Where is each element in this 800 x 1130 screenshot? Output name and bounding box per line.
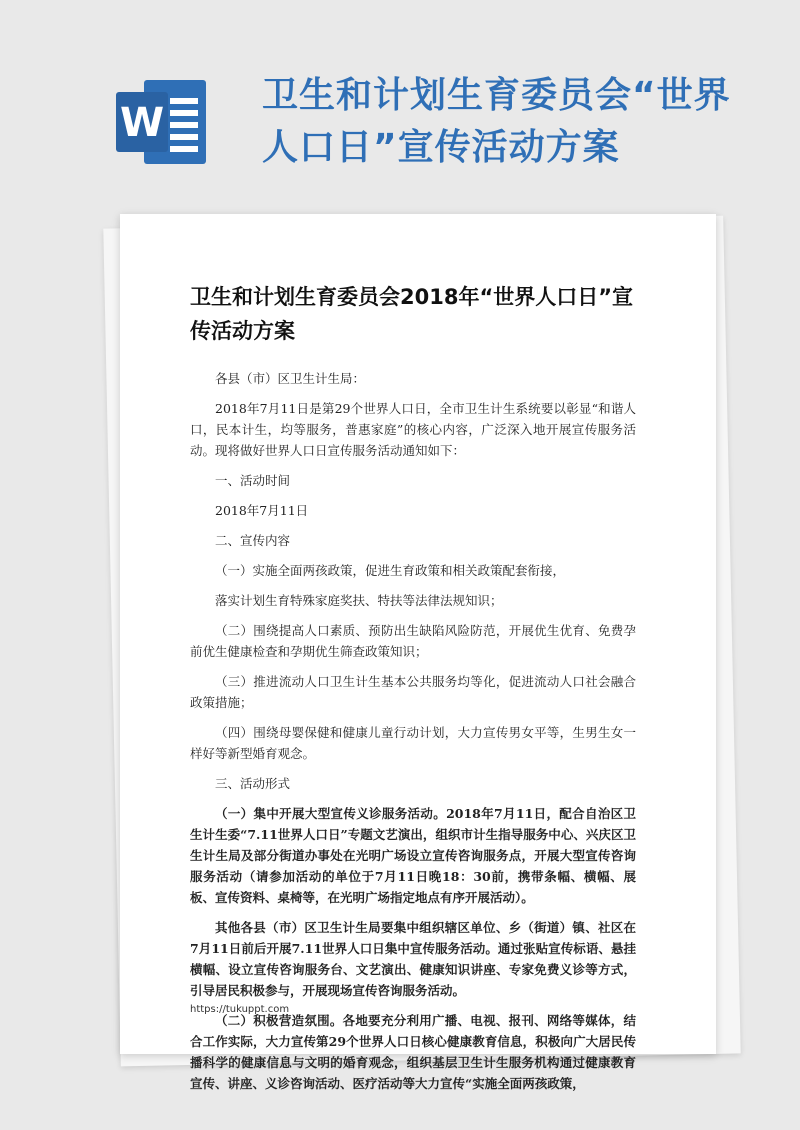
paragraph: （二）围绕提高人口素质、预防出生缺陷风险防范，开展优生优育、免费孕前优生健康检查和孕期优生筛查政策知识；: [190, 623, 636, 659]
header-title-line2: 人口日”宣传活动方案: [262, 127, 620, 168]
paragraph: （二）积极营造氛围。各地要充分利用广播、电视、报刊、网络等媒体，结合工作实际，大力宣传第29个世界人口日核心健康教育信息，积极向广大居民传播科学的健康信息与文明的婚育观念，组织基层卫生计生服务机构通过健康教育宣传、讲座、义诊咨询活动、医疗活动等大力宣传“实施全面两孩政策，: [190, 1013, 636, 1091]
paragraph: （一）实施全面两孩政策，促进生育政策和相关政策配套衔接，: [215, 563, 566, 578]
document-title: 卫生和计划生育委员会2018年“世界人口日”宣传活动方案: [190, 285, 634, 343]
paragraph: （四）围绕母婴保健和健康儿童行动计划，大力宣传男女平等，生男生女一样好等新型婚育观念。: [190, 725, 636, 761]
paragraph: 2018年7月11日: [215, 503, 309, 518]
section-heading: 一、活动时间: [215, 473, 291, 488]
section-heading: 三、活动形式: [215, 776, 291, 791]
paragraph: 其他各县（市）区卫生计生局要集中组织辖区单位、乡（街道）镇、社区在7月11日前后开展7.11世界人口日集中宣传服务活动。通过张贴宣传标语、悬挂横幅、设立宣传咨询服务台、文艺演出、健康知识讲座、专家免费义诊等方式，引导居民积极参与，开展现场宣传咨询服务活动。: [190, 920, 636, 998]
paragraph: （一）集中开展大型宣传义诊服务活动。2018年7月11日，配合自治区卫生计生委“7.11世界人口日”专题文艺演出，组织市计生指导服务中心、兴庆区卫生计生局及部分街道办事处在光明广场设立宣传咨询服务点，开展大型宣传咨询服务活动（请参加活动的单位于7月11日晚18：30前，携带条幅、横幅、展板、宣传资料、桌椅等，在光明广场指定地点有序开展活动）。: [190, 806, 636, 905]
word-document-icon: [112, 72, 212, 172]
header-title: [262, 70, 742, 174]
paragraph: 2018年7月11日是第29个世界人口日，全市卫生计生系统要以彰显“和谐人口，民本计生，均等服务，普惠家庭”的核心内容，广泛深入地开展宣传服务活动。现将做好世界人口日宣传服务活动通知如下：: [190, 401, 636, 458]
document-page: [120, 214, 716, 1091]
section-heading: 二、宣传内容: [215, 533, 291, 548]
word-icon-letter: W: [119, 100, 165, 146]
footer-url: https://tukuppt.com: [190, 1004, 290, 1015]
page-header: [0, 0, 800, 210]
paragraph: （三）推进流动人口卫生计生基本公共服务均等化，促进流动人口社会融合政策措施；: [190, 674, 636, 710]
paragraph: 各县（市）区卫生计生局：: [215, 371, 366, 386]
paragraph: 落实计划生育特殊家庭奖扶、特扶等法律法规知识；: [215, 593, 503, 608]
header-title-line1: 卫生和计划生育委员会“世界: [262, 75, 731, 116]
